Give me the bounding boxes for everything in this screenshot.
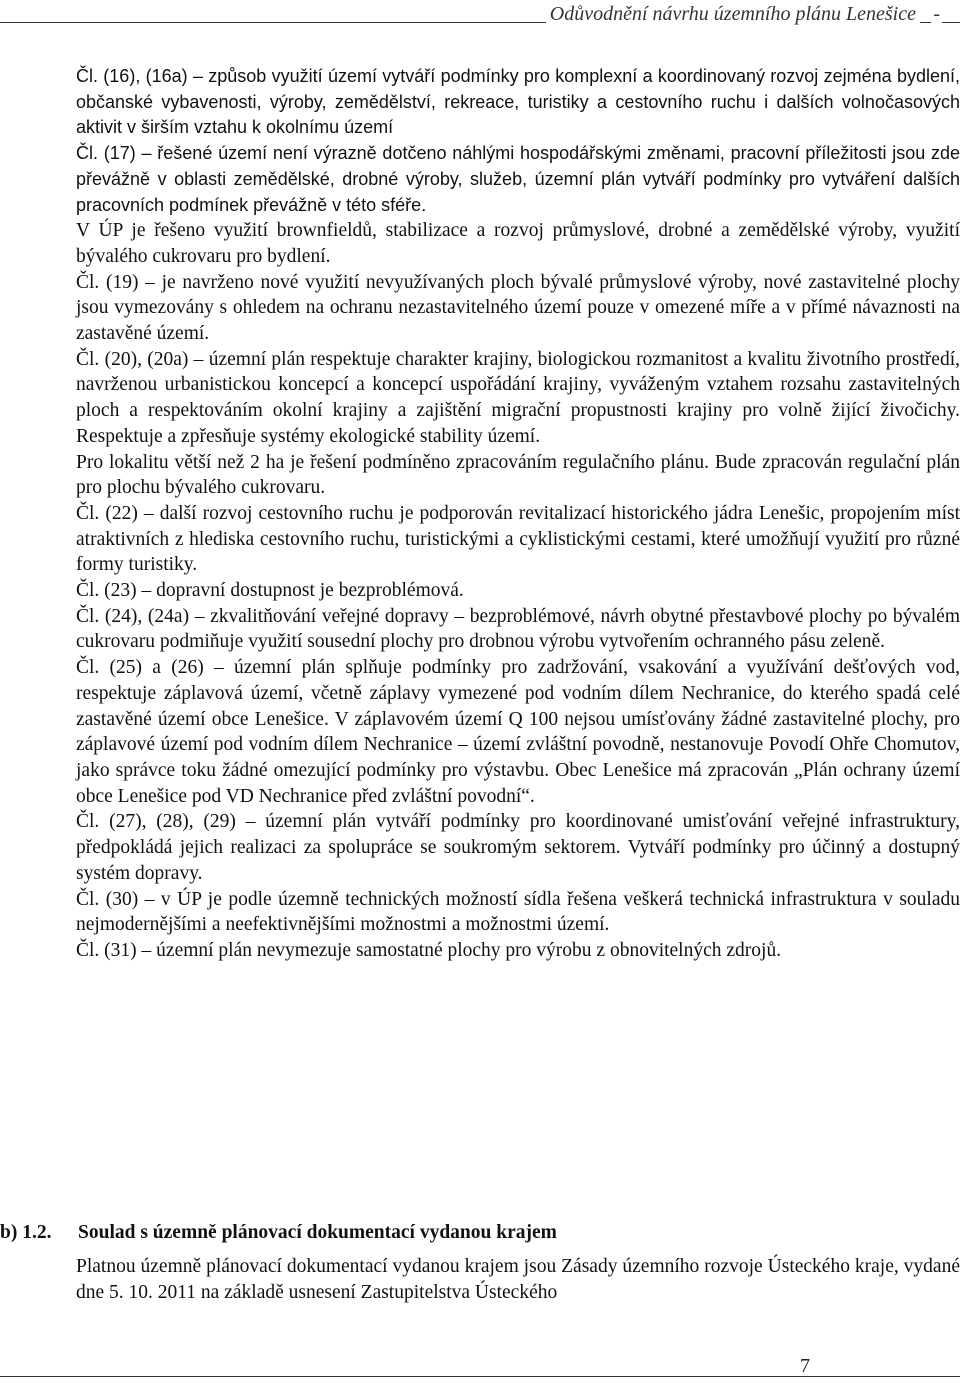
page-footer bbox=[0, 1350, 960, 1389]
paragraph-cl-31: Čl. (31) – územní plán nevymezuje samostatné plochy pro výrobu z obnovitelných zdrojů. bbox=[76, 939, 782, 961]
header-title: Odůvodnění návrhu územního plánu Lenešice bbox=[546, 2, 920, 26]
section-number: b) 1.2. bbox=[0, 1222, 52, 1243]
section-paragraph: Platnou územně plánovací dokumentací vydanou krajem jsou Zásady územního rozvoje Ústeckého kraje, vydané dne 5. 10. 2011 na základě usnesení Zastupitelstva Ústeckého bbox=[76, 1256, 960, 1303]
page-number: 7 bbox=[800, 1355, 810, 1377]
paragraph-cl-17: Čl. (17) – řešené území není výrazně dotčeno náhlými hospodářskými změnami, pracovní příležitosti jsou zde převážně v oblasti zemědělské, drobné výroby, služeb, územní plán vytváří podmínky pro vytváření dalších pracovních podmínek převážně v této sféře. bbox=[76, 143, 960, 215]
paragraph-cl-20: Čl. (20), (20a) – územní plán respektuje charakter krajiny, biologickou rozmanitost a kvalitu životního prostředí, navrženou urbanistickou koncepcí a koncepcí uspořádání krajiny, vyváženým vztahem rozsahu zastavitelných ploch a respektováním okolní krajiny a zajištění migrační propustnosti krajiny pro volně žijící živočichy. Respektuje a zpřesňuje systémy ekologické stability území. bbox=[76, 348, 960, 447]
section-body bbox=[76, 1254, 960, 1306]
paragraph-regulation-plan: Pro lokalitu větší než 2 ha je řešení podmíněno zpracováním regulačního plánu. Bude zpracován regulační plán pro plochu bývalého cukrovaru. bbox=[76, 451, 960, 499]
paragraph-cl-16: Čl. (16), (16a) – způsob využití území vytváří podmínky pro komplexní a koordinovaný rozvoj zejména bydlení, občanské vybavenosti, výroby, zemědělství, rekreace, turistiky a cestovního ruchu i dalších volnočasových aktivit v širším vztahu k okolnímu území bbox=[76, 66, 960, 138]
document-body bbox=[76, 64, 960, 964]
page-header bbox=[0, 0, 960, 34]
header-dash: - bbox=[933, 3, 940, 25]
section-title: Soulad s územně plánovací dokumentací vydanou krajem bbox=[78, 1222, 557, 1243]
paragraph-cl-23: Čl. (23) – dopravní dostupnost je bezproblémová. bbox=[76, 580, 464, 602]
paragraph-cl-19: Čl. (19) – je navrženo nové využití nevyužívaných ploch bývalé průmyslové výroby, nové zastavitelné plochy jsou vymezovány s ohledem na ochranu nezastavitelného území pouze v omezené míře a v přímé návaznosti na zastavěné území. bbox=[76, 271, 960, 345]
footer-rule bbox=[0, 1376, 960, 1377]
paragraph-cl-25: Čl. (25) a (26) – územní plán splňuje podmínky pro zadržování, vsakování a využívání dešťových vod, respektuje záplavová území, včetně záplavy vymezené pod vodním dílem Nechranice, do kterého spadá celé zastavěné území obce Lenešice. V záplavovém území Q 100 nejsou umísťovány žádné zastavitelné plochy, pro záplavové území pod vodním dílem Nechranice – území zvláštní povodně, nestanovuje Povodí Ohře Chomutov, jako správce toku žádné omezující podmínky pro výstavbu. Obec Lenešice má zpracován „Plán ochrany území obce Lenešice pod VD Nechranice před zvláštní povodní“. bbox=[76, 657, 960, 807]
paragraph-cl-24: Čl. (24), (24a) – zkvalitňování veřejné dopravy – bezproblémové, návrh obytné přestavbové plochy po bývalém cukrovaru podmiňuje využití sousední plochy pro drobnou výrobu vytvořením ochranného pásu zeleně. bbox=[76, 605, 960, 653]
paragraph-cl-22: Čl. (22) – další rozvoj cestovního ruchu je podporován revitalizací historického jádra Lenešic, propojením míst atraktivních z hlediska cestovního ruchu, turistickými a cyklistickými cestami, které umožňují využití pro různé formy turistiky. bbox=[76, 502, 960, 576]
paragraph-brownfields: V ÚP je řešeno využití brownfieldů, stabilizace a rozvoj průmyslové, drobné a zemědělské výroby, využití bývalého cukrovaru pro bydlení. bbox=[76, 220, 960, 267]
paragraph-cl-27: Čl. (27), (28), (29) – územní plán vytváří podmínky pro koordinované umisťování veřejné infrastruktury, předpokládá jejich realizaci za spolupráce se soukromým sektorem. Vytváří podmínky pro účinný a dostupný systém dopravy. bbox=[76, 811, 960, 884]
paragraph-cl-30: Čl. (30) – v ÚP je podle územně technických možností sídla řešena veškerá technická infrastruktura v souladu nejmodernějšími a neefektivnějšími možnostmi a možnostmi území. bbox=[76, 888, 960, 936]
